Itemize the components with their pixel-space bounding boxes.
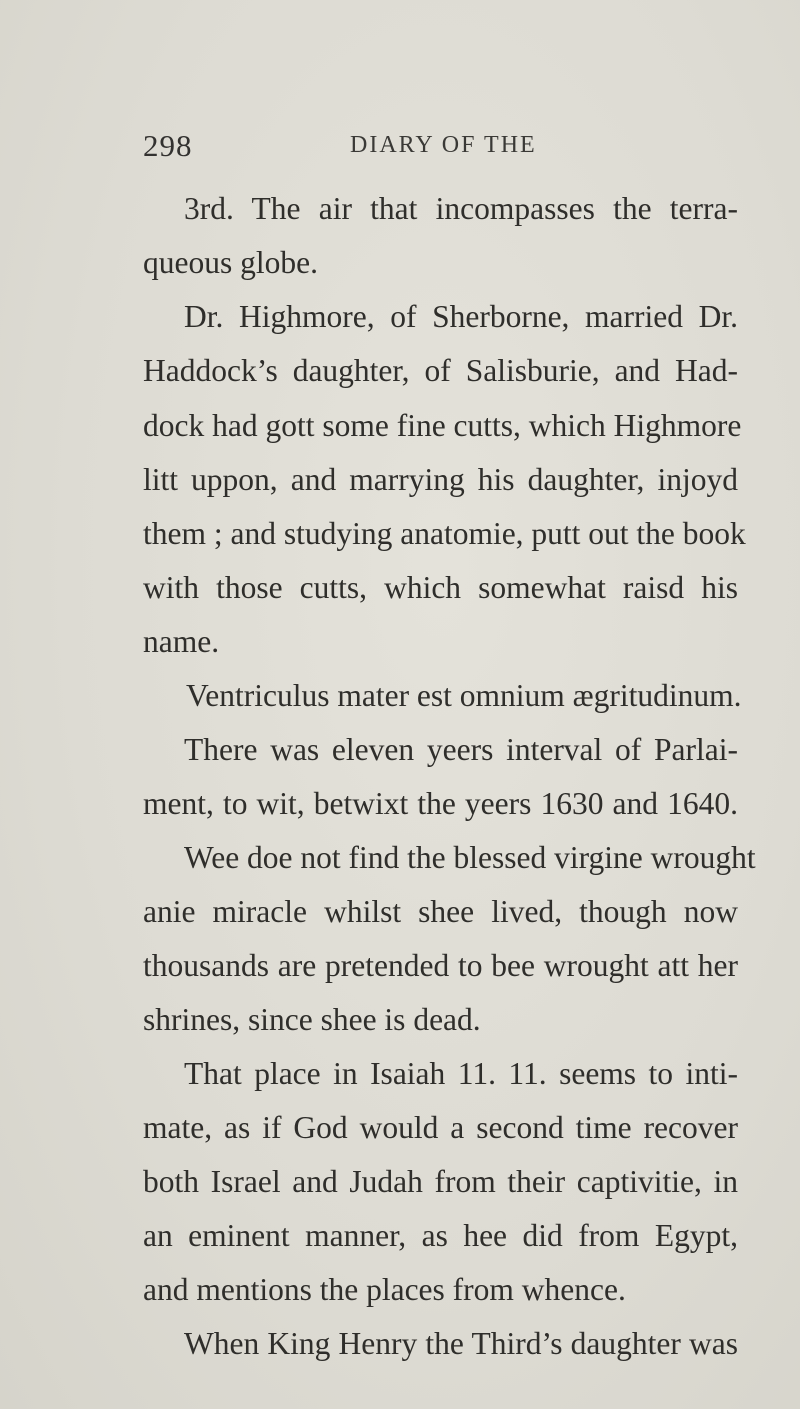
text-line: Ventriculus mater est omnium ægritudinum. [186,678,742,713]
text-line: name. [143,624,220,659]
text-line: with those cutts, which somewhat raisd his [143,570,738,605]
text-line: That place in Isaiah 11. 11. seems to inti- [184,1056,738,1091]
text-line: an eminent manner, as hee did from Egypt, [143,1218,738,1253]
text-line: both Israel and Judah from their captivitie, in [143,1164,738,1199]
text-line: 3rd. The air that incompasses the terra- [184,191,738,226]
text-line: Wee doe not find the blessed virgine wrought [184,840,756,875]
text-line: anie miracle whilst shee lived, though now [143,894,738,929]
text-line: queous globe. [143,245,318,280]
text-line: Dr. Highmore, of Sherborne, married Dr. [184,299,738,334]
text-line: There was eleven yeers interval of Parlai- [184,732,738,767]
page-header [143,128,743,168]
text-line: dock had gott some fine cutts, which Highmore [143,408,742,443]
text-line: When King Henry the Third’s daughter was [184,1326,738,1361]
text-line: mate, as if God would a second time recover [143,1110,738,1145]
text-line: them ; and studying anatomie, putt out the book [143,516,746,551]
text-line: thousands are pretended to bee wrought att her [143,948,738,983]
text-line: Haddock’s daughter, of Salisburie, and Had- [143,353,738,388]
running-head: DIARY OF THE [350,132,537,158]
text-line: shrines, since shee is dead. [143,1002,481,1037]
text-line: litt uppon, and marrying his daughter, injoyd [143,462,738,497]
text-line: ment, to wit, betwixt the yeers 1630 and 1640. [143,786,738,821]
page-number: 298 [143,128,193,163]
text-line: and mentions the places from whence. [143,1272,626,1307]
